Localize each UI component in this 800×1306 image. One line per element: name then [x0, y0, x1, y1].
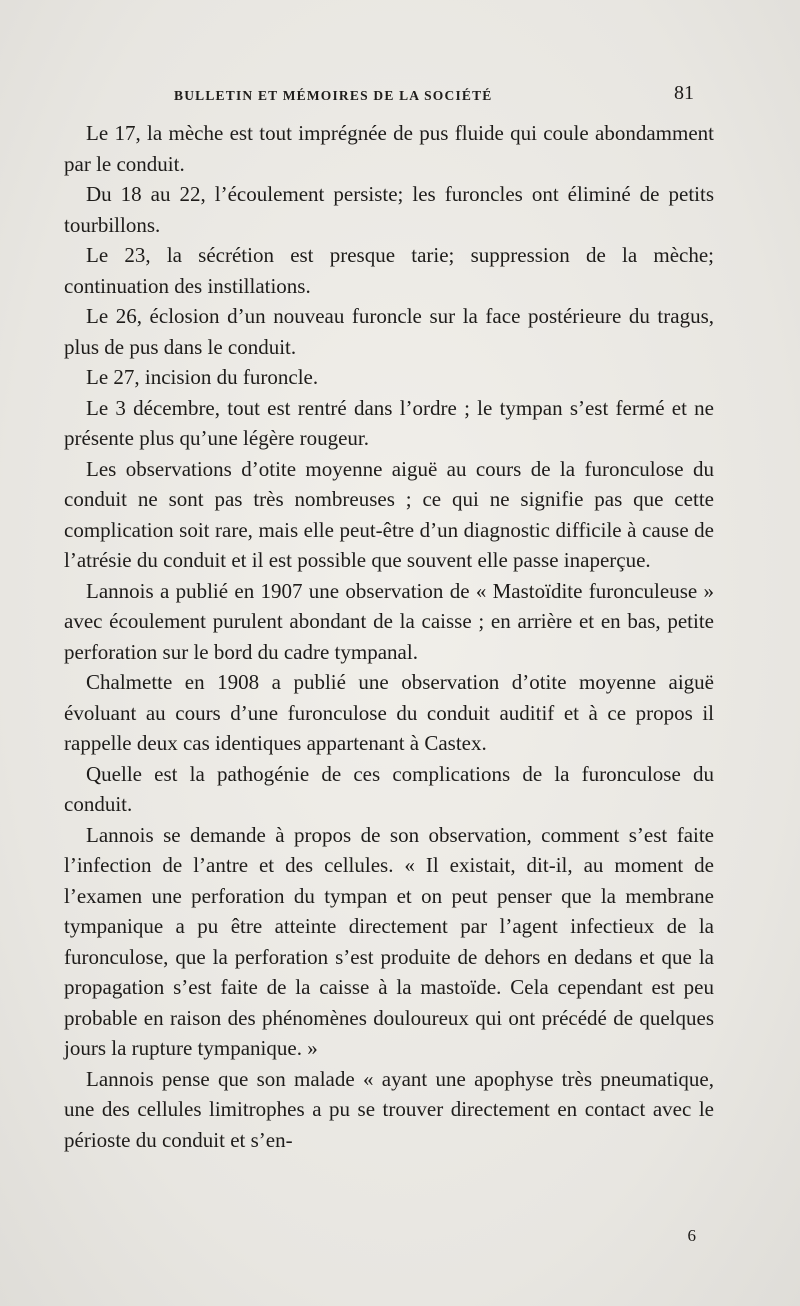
paragraph: Le 27, incision du furoncle. — [86, 365, 319, 389]
paragraph: Quelle est la pathogénie de ces complications de la furonculose du conduit. — [64, 761, 714, 816]
running-title: BULLETIN ET MÉMOIRES DE LA SOCIÉTÉ — [174, 88, 493, 103]
paragraph: Les observations d’otite moyenne aiguë au cours de la furonculose du conduit ne sont pas très nombreuses ; ce qui ne signifie pas que cette complication soit rare, mais elle peut-être d’un diagnostic difficile à cause de l’atrésie du conduit et il est possible que souvent elle passe inaperçue. — [64, 456, 714, 572]
paragraph: Le 23, la sécrétion est presque tarie; suppression de la mèche; continuation des instillations. — [64, 243, 714, 298]
paragraph: Le 17, la mèche est tout imprégnée de pus fluide qui coule abondamment par le conduit. — [64, 121, 714, 176]
paragraph: Lannois pense que son malade « ayant une apophyse très pneumatique, une des cellules limitrophes a pu se trouver directement en contact avec le périoste du conduit et s’en- — [64, 1066, 714, 1152]
paragraph: Chalmette en 1908 a publié une observation d’otite moyenne aiguë évoluant au cours d’une furonculose du conduit auditif et à ce propos il rappelle deux cas identiques appartenant à Castex. — [64, 670, 714, 755]
body-text — [64, 118, 714, 1155]
paragraph: Lannois se demande à propos de son observation, comment s’est faite l’infection de l’antre et des cellules. « Il existait, dit-il, au moment de l’examen une perforation du tympan et on peut penser que la membrane tympanique a pu être atteinte directement par l’agent infectieux de la furonculose, que la perforation s’est produite de dehors en dedans et que la propagation s’est faite de la caisse à la mastoïde. Cela cependant est peu probable en raison des phénomènes douloureux qui ont précédé de quelques jours la rupture tympanique. » — [64, 822, 714, 1060]
paragraph: Le 3 décembre, tout est rentré dans l’ordre ; le tympan s’est fermé et ne présente plus qu’une légère rougeur. — [64, 395, 714, 450]
paragraph: Du 18 au 22, l’écoulement persiste; les furoncles ont éliminé de petits tourbillons. — [64, 182, 714, 237]
page-number: 81 — [674, 82, 694, 104]
paragraph: Le 26, éclosion d’un nouveau furoncle sur la face postérieure du tragus, plus de pus dans le conduit. — [64, 304, 714, 359]
running-header — [70, 82, 730, 108]
paragraph: Lannois a publié en 1907 une observation de « Mastoïdite furonculeuse » avec écoulement purulent abondant de la caisse ; en arrière et en bas, petite perforation sur le bord du cadre tympanal. — [64, 578, 714, 664]
signature-mark: 6 — [687, 1226, 696, 1245]
